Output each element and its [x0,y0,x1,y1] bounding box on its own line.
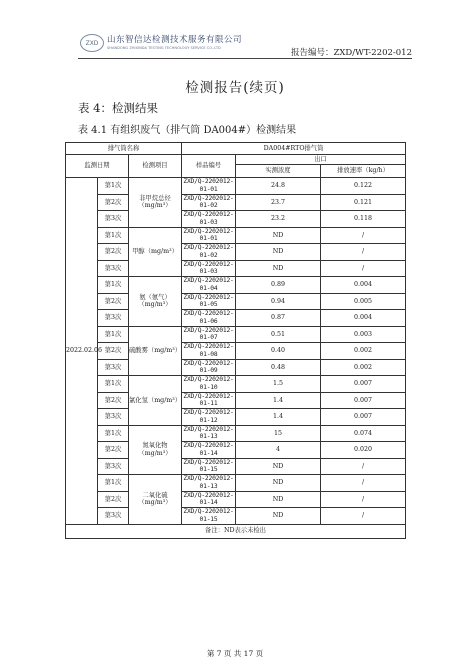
sample-id: ZXD/Q-2202012-01-04 [183,277,234,292]
sample-id: ZXD/Q-2202012-01-11 [183,392,234,408]
measured-concentration: 1.4 [236,392,321,409]
report-number: 报告编号：ZXD/WT-2202-012 [290,48,412,58]
table-row [66,475,406,492]
sample-id: ZXD/Q-2202012-01-07 [183,326,234,342]
results-table [65,142,406,539]
sampling-round: 第3次 [98,508,129,525]
table-row [66,194,406,211]
measured-concentration: 1.4 [236,409,321,426]
table-header-row [66,155,406,165]
measured-concentration: 0.48 [236,359,321,376]
sample-id: ZXD/Q-2202012-01-01 [183,227,234,243]
table-row [66,260,406,277]
emission-rate: 0.007 [321,376,406,393]
measured-concentration: 0.40 [236,343,321,360]
test-item: 硫酸雾（mg/m³） [129,326,182,376]
sample-id: ZXD/Q-2202012-01-14 [183,491,234,507]
sample-id: ZXD/Q-2202012-01-12 [183,409,234,424]
sampling-round: 第1次 [98,425,129,442]
sample-id: ZXD/Q-2202012-01-03 [183,260,234,276]
sample-id: ZXD/Q-2202012-01-03 [183,211,234,226]
emission-rate: 0.007 [321,392,406,409]
emission-rate: / [321,244,406,261]
page-title: 检测报告(续页) [185,80,285,96]
emission-rate: 0.005 [321,293,406,310]
sampling-round: 第1次 [98,227,129,244]
emission-rate: 0.020 [321,442,406,459]
emission-rate: 0.002 [321,343,406,360]
measured-concentration: 1.5 [236,376,321,393]
test-item: 氯化氢（mg/m³） [129,376,182,426]
outlet-name: DA004#RTO排气筒 [182,143,406,155]
table-row [66,409,406,426]
measured-concentration: 0.51 [236,326,321,343]
sample-id: ZXD/Q-2202012-01-02 [183,194,234,210]
table-row [66,244,406,261]
measured-concentration: 15 [236,425,321,442]
emission-rate: / [321,260,406,277]
item-header: 检测项目 [129,155,182,178]
sampling-round: 第1次 [98,475,129,492]
sampling-round: 第1次 [98,277,129,294]
measured-concentration: 0.89 [236,277,321,294]
table-row [66,343,406,360]
sampling-round: 第3次 [98,260,129,277]
sampling-round: 第2次 [98,244,129,261]
table-row [66,326,406,343]
conc-header: 实测浓度 [236,165,321,178]
sampling-round: 第1次 [98,178,129,195]
table-row [66,178,406,195]
sample-id: ZXD/Q-2202012-01-15 [183,508,234,523]
date-header: 监测日期 [66,155,129,178]
page-header [0,0,470,62]
test-item: 甲醇（mg/m³） [129,227,182,277]
sampling-round: 第3次 [98,409,129,426]
measured-concentration: ND [236,475,321,492]
table-row [66,491,406,508]
emission-rate: 0.074 [321,425,406,442]
emission-rate: 0.118 [321,211,406,228]
sampling-round: 第3次 [98,310,129,327]
table-row [66,376,406,393]
measured-concentration: 0.87 [236,310,321,327]
sample-id: ZXD/Q-2202012-01-15 [183,458,234,474]
sampling-round: 第1次 [98,326,129,343]
sampling-round: 第2次 [98,343,129,360]
sampling-round: 第2次 [98,491,129,508]
sampling-round: 第3次 [98,359,129,376]
sample-id: ZXD/Q-2202012-01-05 [183,293,234,309]
rate-header: 排放速率（kg/h） [321,165,406,178]
section-title: 表 4：检测结果 [78,101,158,115]
emission-rate: / [321,227,406,244]
sample-id: ZXD/Q-2202012-01-09 [183,359,234,375]
measured-concentration: 0.94 [236,293,321,310]
emission-rate: 0.122 [321,178,406,195]
test-item: 氨（氨气）（mg/m³） [129,277,182,327]
emission-rate: / [321,475,406,492]
sample-id: ZXD/Q-2202012-01-01 [183,178,234,193]
company-name-en: SHANDONG ZHIXINDA TESTING TECHNOLOGY SERVICE CO.,LTD [107,46,221,50]
measured-concentration: ND [236,458,321,475]
logo-mark-icon: ZXD [80,34,104,52]
table-row [66,293,406,310]
measured-concentration: 24.8 [236,178,321,195]
outlet-name-label: 排气筒名称 [66,143,182,155]
measured-concentration: 4 [236,442,321,459]
sampling-round: 第1次 [98,376,129,393]
emission-rate: 0.007 [321,409,406,426]
sample-id: ZXD/Q-2202012-01-02 [183,244,234,259]
table-header-row [66,143,406,155]
measured-concentration: ND [236,508,321,525]
table-row [66,277,406,294]
emission-rate: 0.004 [321,277,406,294]
company-name-cn: 山东智信达检测技术服务有限公司 [107,35,243,45]
header-divider [78,58,412,59]
table-note-row [66,524,406,538]
measured-concentration: ND [236,491,321,508]
company-logo [80,34,242,52]
sampling-round: 第3次 [98,458,129,475]
sample-id: ZXD/Q-2202012-01-13 [183,425,234,441]
emission-rate: 0.121 [321,194,406,211]
table-row [66,442,406,459]
table-row [66,425,406,442]
table-row [66,392,406,409]
emission-rate: / [321,491,406,508]
table-row [66,458,406,475]
sample-header: 样品编号 [182,155,236,178]
test-item: 二氧化硫（mg/m³） [129,475,182,525]
test-item: 非甲烷总烃（mg/m³） [129,178,182,228]
emission-rate: / [321,508,406,525]
sample-id: ZXD/Q-2202012-01-08 [183,343,234,358]
table-row [66,211,406,228]
measured-concentration: ND [236,227,321,244]
emission-rate: 0.003 [321,326,406,343]
sampling-round: 第2次 [98,293,129,310]
sample-id: ZXD/Q-2202012-01-10 [183,376,234,391]
table-row [66,227,406,244]
sampling-round: 第2次 [98,194,129,211]
emission-rate: 0.002 [321,359,406,376]
table-title: 表 4.1 有组织废气（排气筒 DA004#）检测结果 [78,125,297,136]
measured-concentration: ND [236,260,321,277]
sample-id: ZXD/Q-2202012-01-14 [183,442,234,457]
measured-concentration: 23.7 [236,194,321,211]
page-footer: 第 7 页 共 17 页 [206,649,264,658]
sampling-round: 第3次 [98,211,129,228]
table-row [66,310,406,327]
emission-rate: / [321,458,406,475]
measured-concentration: ND [236,244,321,261]
emission-rate: 0.004 [321,310,406,327]
outlet-header: 出口 [236,155,406,165]
sample-id: ZXD/Q-2202012-01-06 [183,310,234,325]
table-row [66,359,406,376]
sampling-round: 第2次 [98,442,129,459]
table-row [66,508,406,525]
sampling-round: 第2次 [98,392,129,409]
measured-concentration: 23.2 [236,211,321,228]
table-note: 备注：ND表示未检出 [66,524,406,538]
sample-id: ZXD/Q-2202012-01-13 [183,475,234,490]
monitoring-date: 2022.02.06 [66,178,98,525]
test-item: 氮氧化物（mg/m³） [129,425,182,475]
